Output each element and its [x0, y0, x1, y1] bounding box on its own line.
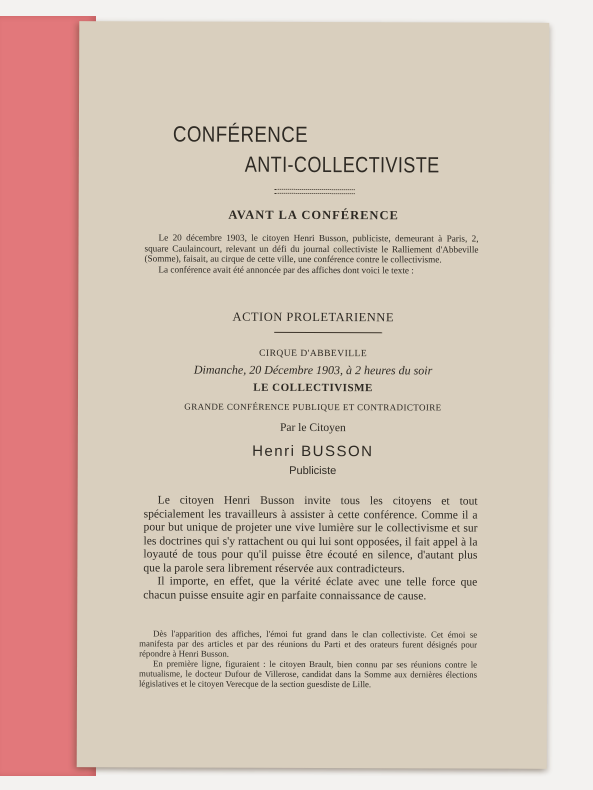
poster-speaker-role: Publiciste: [289, 464, 337, 478]
after-paragraph: Dès l'apparition des affiches, l'émoi fut grand dans le clan collectiviste. Cet émoi se manifesta par des articles et par des réunions du Parti et des orateurs furent désignés pour répondre à Henri Busson.: [139, 628, 478, 659]
title-ornament: [275, 189, 355, 194]
title-line-1: CONFÉRENCE: [172, 121, 309, 147]
after-paragraph: En première ligne, figuraient : le citoyen Brault, bien connu par ses réunions contre le mutualisme, le docteur Dufour de Villerose, candidat dans la Somme aux dernières élections législatives et le citoyen Verecque de la section guesdiste de Lille.: [138, 658, 478, 690]
document-page: [77, 21, 550, 769]
poster-paragraph: Il importe, en effet, que la vérité éclate avec une telle force que chacun puisse ensuite agir en parfaite connaissance de cause.: [143, 574, 478, 602]
poster-rule: [274, 332, 382, 333]
title-line-2: ANTI-COLLECTIVISTE: [244, 151, 440, 178]
intro-paragraph: Le 20 décembre 1903, le citoyen Henri Busson, publiciste, demeurant à Paris, 2, square Caulaincourt, relevant un défi du journal collectiviste le Ralliement d'Abbeville (Somme), faisait, au cirque de cette ville, une conférence contre le collectivisme.: [144, 232, 479, 265]
poster-speaker: Henri BUSSON: [252, 442, 374, 461]
poster-paragraph: Le citoyen Henri Busson invite tous les citoyens et tout spécialement les travailleurs à assister à cette conférence. Comme il a pour but unique de projeter une vive lumière sur le collectivisme et sur les doctrines qui s'y rattachent ou qui lui sont opposées, il fait appel à la loyauté de tous pour qu'il puisse être écouté en silence, d'autant plus que la parole sera librement réservée aux contradicteurs.: [143, 493, 478, 575]
poster-venue: CIRQUE D'ABBEVILLE: [259, 348, 368, 360]
poster-date: Dimanche, 20 Décembre 1903, à 2 heures du soir: [193, 362, 433, 378]
poster-subject: LE COLLECTIVISME: [253, 381, 373, 395]
poster-by-line: Par le Citoyen: [279, 421, 346, 435]
poster-body: [143, 493, 477, 602]
intro-paragraph: La conférence avait été annoncée par des affiches dont voici le texte :: [158, 264, 414, 276]
after-text: [139, 628, 477, 689]
poster-event-type: GRANDE CONFÉRENCE PUBLIQUE ET CONTRADICTOIRE: [184, 401, 442, 413]
section-heading: AVANT LA CONFÉRENCE: [228, 207, 399, 223]
intro-text: [144, 232, 478, 276]
poster-header: ACTION PROLETARIENNE: [232, 309, 394, 325]
